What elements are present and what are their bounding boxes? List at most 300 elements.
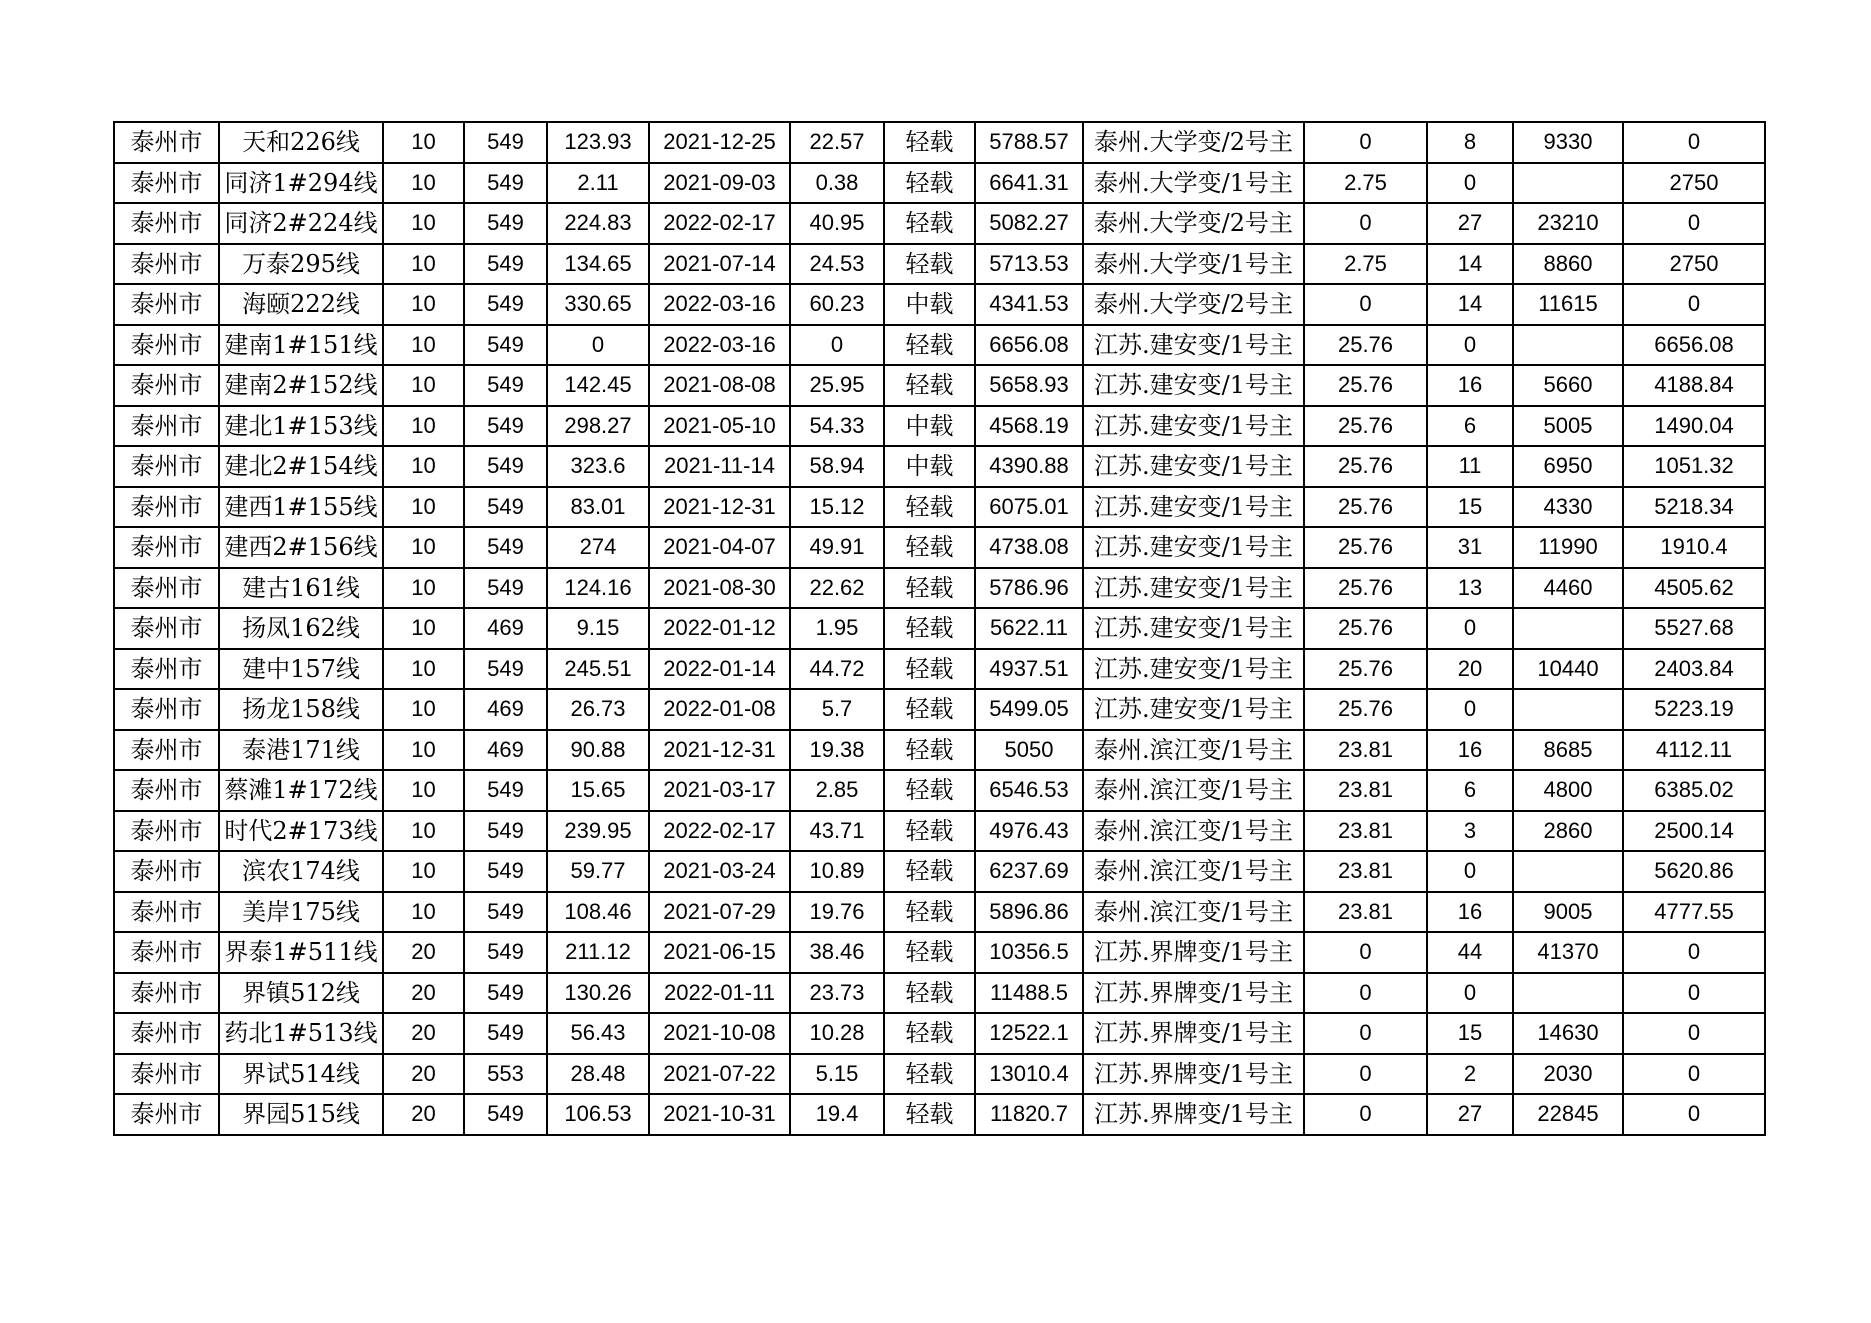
load-current-cell: 239.95 [547, 811, 649, 852]
line-name-cell: 扬龙158线 [219, 689, 383, 730]
load-status-cell: 中载 [884, 446, 975, 487]
load-current-cell: 245.51 [547, 649, 649, 690]
count-cell: 0 [1427, 325, 1513, 366]
value-cell: 25.76 [1304, 487, 1427, 528]
capacity-cell: 549 [464, 244, 547, 285]
capacity-cell: 549 [464, 527, 547, 568]
load-rate-cell: 22.62 [790, 568, 884, 609]
city-cell: 泰州市 [114, 244, 219, 285]
voltage-cell: 10 [383, 811, 464, 852]
value-cell: 4330 [1513, 487, 1623, 528]
substation-cell: 江苏.建安变/1号主 [1083, 325, 1304, 366]
value-cell: 25.76 [1304, 406, 1427, 447]
table-row [114, 608, 1765, 649]
value-cell: 12522.1 [975, 1013, 1083, 1054]
value-cell: 5896.86 [975, 892, 1083, 933]
table-row [114, 892, 1765, 933]
voltage-cell: 10 [383, 649, 464, 690]
value-cell: 23.81 [1304, 811, 1427, 852]
value-cell: 4937.51 [975, 649, 1083, 690]
count-cell: 2 [1427, 1054, 1513, 1095]
load-rate-cell: 25.95 [790, 365, 884, 406]
load-rate-cell: 54.33 [790, 406, 884, 447]
date-cell: 2021-12-31 [649, 487, 790, 528]
load-status-cell: 轻载 [884, 649, 975, 690]
load-status-cell: 轻载 [884, 1054, 975, 1095]
value-cell: 25.76 [1304, 446, 1427, 487]
count-cell: 16 [1427, 365, 1513, 406]
substation-cell: 泰州.大学变/2号主 [1083, 122, 1304, 163]
capacity-cell: 469 [464, 689, 547, 730]
value-cell: 5527.68 [1623, 608, 1765, 649]
load-current-cell: 298.27 [547, 406, 649, 447]
city-cell: 泰州市 [114, 406, 219, 447]
city-cell: 泰州市 [114, 689, 219, 730]
voltage-cell: 10 [383, 689, 464, 730]
value-cell: 0 [1623, 122, 1765, 163]
table-row [114, 406, 1765, 447]
count-cell: 3 [1427, 811, 1513, 852]
count-cell: 27 [1427, 203, 1513, 244]
substation-cell: 泰州.大学变/1号主 [1083, 244, 1304, 285]
value-cell: 41370 [1513, 932, 1623, 973]
value-cell: 11990 [1513, 527, 1623, 568]
value-cell: 6237.69 [975, 851, 1083, 892]
load-rate-cell: 5.7 [790, 689, 884, 730]
date-cell: 2021-03-24 [649, 851, 790, 892]
load-rate-cell: 0 [790, 325, 884, 366]
load-current-cell: 108.46 [547, 892, 649, 933]
value-cell: 14630 [1513, 1013, 1623, 1054]
voltage-cell: 10 [383, 527, 464, 568]
date-cell: 2022-02-17 [649, 811, 790, 852]
date-cell: 2021-07-14 [649, 244, 790, 285]
date-cell: 2021-06-15 [649, 932, 790, 973]
count-cell: 14 [1427, 284, 1513, 325]
capacity-cell: 469 [464, 730, 547, 771]
table-row [114, 811, 1765, 852]
value-cell: 10440 [1513, 649, 1623, 690]
count-cell: 11 [1427, 446, 1513, 487]
load-rate-cell: 60.23 [790, 284, 884, 325]
value-cell: 4505.62 [1623, 568, 1765, 609]
city-cell: 泰州市 [114, 1054, 219, 1095]
line-name-cell: 药北1#513线 [219, 1013, 383, 1054]
value-cell: 23.81 [1304, 730, 1427, 771]
value-cell: 23.81 [1304, 892, 1427, 933]
table-row [114, 122, 1765, 163]
voltage-cell: 10 [383, 365, 464, 406]
load-status-cell: 轻载 [884, 163, 975, 204]
feeder-load-table [113, 121, 1766, 1136]
value-cell: 5218.34 [1623, 487, 1765, 528]
voltage-cell: 20 [383, 973, 464, 1014]
capacity-cell: 549 [464, 973, 547, 1014]
substation-cell: 泰州.大学变/1号主 [1083, 163, 1304, 204]
load-current-cell: 274 [547, 527, 649, 568]
capacity-cell: 549 [464, 770, 547, 811]
date-cell: 2022-01-11 [649, 973, 790, 1014]
load-rate-cell: 44.72 [790, 649, 884, 690]
city-cell: 泰州市 [114, 527, 219, 568]
value-cell: 13010.4 [975, 1054, 1083, 1095]
load-current-cell: 83.01 [547, 487, 649, 528]
value-cell: 4112.11 [1623, 730, 1765, 771]
date-cell: 2021-10-31 [649, 1094, 790, 1135]
value-cell: 8860 [1513, 244, 1623, 285]
line-name-cell: 海颐222线 [219, 284, 383, 325]
load-current-cell: 124.16 [547, 568, 649, 609]
date-cell: 2021-11-14 [649, 446, 790, 487]
voltage-cell: 10 [383, 851, 464, 892]
city-cell: 泰州市 [114, 811, 219, 852]
value-cell: 4738.08 [975, 527, 1083, 568]
load-status-cell: 轻载 [884, 527, 975, 568]
value-cell: 4777.55 [1623, 892, 1765, 933]
count-cell: 8 [1427, 122, 1513, 163]
load-current-cell: 330.65 [547, 284, 649, 325]
value-cell: 0 [1623, 932, 1765, 973]
capacity-cell: 549 [464, 325, 547, 366]
capacity-cell: 549 [464, 122, 547, 163]
value-cell: 6641.31 [975, 163, 1083, 204]
load-current-cell: 56.43 [547, 1013, 649, 1054]
value-cell: 25.76 [1304, 527, 1427, 568]
line-name-cell: 建西1#155线 [219, 487, 383, 528]
voltage-cell: 10 [383, 163, 464, 204]
date-cell: 2021-12-25 [649, 122, 790, 163]
count-cell: 16 [1427, 730, 1513, 771]
substation-cell: 江苏.界牌变/1号主 [1083, 1094, 1304, 1135]
count-cell: 0 [1427, 689, 1513, 730]
table-row [114, 932, 1765, 973]
table-row [114, 1054, 1765, 1095]
load-rate-cell: 38.46 [790, 932, 884, 973]
load-current-cell: 130.26 [547, 973, 649, 1014]
substation-cell: 江苏.界牌变/1号主 [1083, 1013, 1304, 1054]
count-cell: 31 [1427, 527, 1513, 568]
value-cell: 6385.02 [1623, 770, 1765, 811]
substation-cell: 江苏.建安变/1号主 [1083, 649, 1304, 690]
capacity-cell: 469 [464, 608, 547, 649]
load-rate-cell: 40.95 [790, 203, 884, 244]
table-row [114, 446, 1765, 487]
city-cell: 泰州市 [114, 1013, 219, 1054]
value-cell: 22845 [1513, 1094, 1623, 1135]
load-current-cell: 224.83 [547, 203, 649, 244]
value-cell: 0 [1304, 1094, 1427, 1135]
value-cell: 4341.53 [975, 284, 1083, 325]
load-status-cell: 轻载 [884, 568, 975, 609]
city-cell: 泰州市 [114, 851, 219, 892]
line-name-cell: 界试514线 [219, 1054, 383, 1095]
load-rate-cell: 10.89 [790, 851, 884, 892]
value-cell: 4460 [1513, 568, 1623, 609]
capacity-cell: 549 [464, 932, 547, 973]
load-current-cell: 323.6 [547, 446, 649, 487]
date-cell: 2021-05-10 [649, 406, 790, 447]
line-name-cell: 扬凤162线 [219, 608, 383, 649]
value-cell: 25.76 [1304, 365, 1427, 406]
capacity-cell: 549 [464, 203, 547, 244]
date-cell: 2022-02-17 [649, 203, 790, 244]
date-cell: 2021-12-31 [649, 730, 790, 771]
city-cell: 泰州市 [114, 122, 219, 163]
load-rate-cell: 2.85 [790, 770, 884, 811]
load-status-cell: 中载 [884, 406, 975, 447]
value-cell [1513, 851, 1623, 892]
load-status-cell: 轻载 [884, 1094, 975, 1135]
voltage-cell: 10 [383, 406, 464, 447]
value-cell: 25.76 [1304, 649, 1427, 690]
value-cell: 5499.05 [975, 689, 1083, 730]
value-cell: 2403.84 [1623, 649, 1765, 690]
city-cell: 泰州市 [114, 730, 219, 771]
load-status-cell: 轻载 [884, 932, 975, 973]
voltage-cell: 10 [383, 325, 464, 366]
line-name-cell: 建北2#154线 [219, 446, 383, 487]
value-cell: 5658.93 [975, 365, 1083, 406]
value-cell [1513, 689, 1623, 730]
load-rate-cell: 22.57 [790, 122, 884, 163]
value-cell: 5050 [975, 730, 1083, 771]
load-current-cell: 134.65 [547, 244, 649, 285]
value-cell: 25.76 [1304, 568, 1427, 609]
date-cell: 2021-09-03 [649, 163, 790, 204]
substation-cell: 泰州.滨江变/1号主 [1083, 892, 1304, 933]
load-status-cell: 轻载 [884, 608, 975, 649]
substation-cell: 泰州.大学变/2号主 [1083, 284, 1304, 325]
count-cell: 15 [1427, 487, 1513, 528]
load-current-cell: 142.45 [547, 365, 649, 406]
value-cell: 2750 [1623, 244, 1765, 285]
load-current-cell: 59.77 [547, 851, 649, 892]
value-cell [1513, 608, 1623, 649]
load-rate-cell: 49.91 [790, 527, 884, 568]
value-cell: 0 [1304, 122, 1427, 163]
capacity-cell: 549 [464, 446, 547, 487]
load-rate-cell: 43.71 [790, 811, 884, 852]
value-cell: 9005 [1513, 892, 1623, 933]
value-cell: 23.81 [1304, 851, 1427, 892]
table-row [114, 203, 1765, 244]
line-name-cell: 滨农174线 [219, 851, 383, 892]
city-cell: 泰州市 [114, 203, 219, 244]
value-cell: 0 [1304, 284, 1427, 325]
value-cell: 1051.32 [1623, 446, 1765, 487]
value-cell: 0 [1623, 1013, 1765, 1054]
load-status-cell: 轻载 [884, 1013, 975, 1054]
value-cell [1513, 973, 1623, 1014]
substation-cell: 江苏.界牌变/1号主 [1083, 973, 1304, 1014]
value-cell: 5082.27 [975, 203, 1083, 244]
line-name-cell: 泰港171线 [219, 730, 383, 771]
capacity-cell: 549 [464, 406, 547, 447]
load-status-cell: 轻载 [884, 689, 975, 730]
load-rate-cell: 24.53 [790, 244, 884, 285]
value-cell: 6656.08 [1623, 325, 1765, 366]
count-cell: 6 [1427, 770, 1513, 811]
date-cell: 2022-03-16 [649, 284, 790, 325]
date-cell: 2021-08-08 [649, 365, 790, 406]
table-body [114, 122, 1765, 1135]
value-cell: 5005 [1513, 406, 1623, 447]
value-cell: 0 [1304, 203, 1427, 244]
capacity-cell: 549 [464, 568, 547, 609]
substation-cell: 江苏.界牌变/1号主 [1083, 1054, 1304, 1095]
value-cell: 0 [1623, 1054, 1765, 1095]
value-cell: 0 [1623, 973, 1765, 1014]
value-cell [1513, 163, 1623, 204]
city-cell: 泰州市 [114, 446, 219, 487]
line-name-cell: 同济2#224线 [219, 203, 383, 244]
load-status-cell: 轻载 [884, 122, 975, 163]
value-cell: 0 [1304, 1013, 1427, 1054]
load-current-cell: 0 [547, 325, 649, 366]
substation-cell: 泰州.滨江变/1号主 [1083, 730, 1304, 771]
substation-cell: 泰州.滨江变/1号主 [1083, 851, 1304, 892]
load-current-cell: 90.88 [547, 730, 649, 771]
city-cell: 泰州市 [114, 284, 219, 325]
line-name-cell: 天和226线 [219, 122, 383, 163]
voltage-cell: 10 [383, 608, 464, 649]
line-name-cell: 蔡滩1#172线 [219, 770, 383, 811]
voltage-cell: 10 [383, 284, 464, 325]
table-row [114, 689, 1765, 730]
table-row [114, 973, 1765, 1014]
load-rate-cell: 5.15 [790, 1054, 884, 1095]
substation-cell: 泰州.大学变/2号主 [1083, 203, 1304, 244]
load-status-cell: 轻载 [884, 892, 975, 933]
city-cell: 泰州市 [114, 325, 219, 366]
value-cell: 0 [1304, 932, 1427, 973]
city-cell: 泰州市 [114, 1094, 219, 1135]
load-current-cell: 28.48 [547, 1054, 649, 1095]
voltage-cell: 20 [383, 1094, 464, 1135]
date-cell: 2021-10-08 [649, 1013, 790, 1054]
line-name-cell: 美岸175线 [219, 892, 383, 933]
load-rate-cell: 19.4 [790, 1094, 884, 1135]
value-cell: 25.76 [1304, 689, 1427, 730]
load-current-cell: 9.15 [547, 608, 649, 649]
load-status-cell: 轻载 [884, 973, 975, 1014]
load-status-cell: 轻载 [884, 770, 975, 811]
value-cell: 6950 [1513, 446, 1623, 487]
city-cell: 泰州市 [114, 649, 219, 690]
load-rate-cell: 0.38 [790, 163, 884, 204]
value-cell: 2030 [1513, 1054, 1623, 1095]
date-cell: 2022-01-12 [649, 608, 790, 649]
voltage-cell: 20 [383, 932, 464, 973]
value-cell: 5223.19 [1623, 689, 1765, 730]
load-status-cell: 轻载 [884, 365, 975, 406]
voltage-cell: 10 [383, 770, 464, 811]
value-cell: 11488.5 [975, 973, 1083, 1014]
capacity-cell: 549 [464, 811, 547, 852]
line-name-cell: 时代2#173线 [219, 811, 383, 852]
voltage-cell: 10 [383, 487, 464, 528]
line-name-cell: 界园515线 [219, 1094, 383, 1135]
capacity-cell: 549 [464, 649, 547, 690]
table-row [114, 527, 1765, 568]
count-cell: 27 [1427, 1094, 1513, 1135]
substation-cell: 泰州.滨江变/1号主 [1083, 811, 1304, 852]
value-cell: 0 [1623, 284, 1765, 325]
line-name-cell: 建西2#156线 [219, 527, 383, 568]
table-row [114, 365, 1765, 406]
substation-cell: 江苏.界牌变/1号主 [1083, 932, 1304, 973]
substation-cell: 江苏.建安变/1号主 [1083, 406, 1304, 447]
load-current-cell: 123.93 [547, 122, 649, 163]
value-cell: 10356.5 [975, 932, 1083, 973]
count-cell: 0 [1427, 163, 1513, 204]
substation-cell: 江苏.建安变/1号主 [1083, 365, 1304, 406]
value-cell: 4568.19 [975, 406, 1083, 447]
line-name-cell: 建古161线 [219, 568, 383, 609]
table-row [114, 730, 1765, 771]
table-row [114, 649, 1765, 690]
substation-cell: 泰州.滨江变/1号主 [1083, 770, 1304, 811]
value-cell: 0 [1623, 1094, 1765, 1135]
table-row [114, 244, 1765, 285]
load-rate-cell: 23.73 [790, 973, 884, 1014]
city-cell: 泰州市 [114, 932, 219, 973]
line-name-cell: 建中157线 [219, 649, 383, 690]
line-name-cell: 建南1#151线 [219, 325, 383, 366]
load-status-cell: 轻载 [884, 730, 975, 771]
load-rate-cell: 15.12 [790, 487, 884, 528]
load-current-cell: 106.53 [547, 1094, 649, 1135]
value-cell: 5620.86 [1623, 851, 1765, 892]
voltage-cell: 10 [383, 892, 464, 933]
voltage-cell: 10 [383, 446, 464, 487]
value-cell: 6656.08 [975, 325, 1083, 366]
substation-cell: 江苏.建安变/1号主 [1083, 608, 1304, 649]
load-current-cell: 26.73 [547, 689, 649, 730]
substation-cell: 江苏.建安变/1号主 [1083, 487, 1304, 528]
load-status-cell: 轻载 [884, 203, 975, 244]
value-cell: 4800 [1513, 770, 1623, 811]
capacity-cell: 549 [464, 284, 547, 325]
table-row [114, 487, 1765, 528]
capacity-cell: 549 [464, 365, 547, 406]
voltage-cell: 10 [383, 244, 464, 285]
line-name-cell: 界镇512线 [219, 973, 383, 1014]
value-cell: 1910.4 [1623, 527, 1765, 568]
load-current-cell: 2.11 [547, 163, 649, 204]
voltage-cell: 10 [383, 568, 464, 609]
value-cell: 6075.01 [975, 487, 1083, 528]
capacity-cell: 553 [464, 1054, 547, 1095]
load-rate-cell: 10.28 [790, 1013, 884, 1054]
city-cell: 泰州市 [114, 973, 219, 1014]
city-cell: 泰州市 [114, 487, 219, 528]
voltage-cell: 10 [383, 203, 464, 244]
table-row [114, 568, 1765, 609]
capacity-cell: 549 [464, 851, 547, 892]
city-cell: 泰州市 [114, 608, 219, 649]
count-cell: 0 [1427, 608, 1513, 649]
value-cell: 11615 [1513, 284, 1623, 325]
value-cell: 0 [1623, 203, 1765, 244]
date-cell: 2022-03-16 [649, 325, 790, 366]
table-row [114, 770, 1765, 811]
load-rate-cell: 58.94 [790, 446, 884, 487]
count-cell: 13 [1427, 568, 1513, 609]
substation-cell: 江苏.建安变/1号主 [1083, 527, 1304, 568]
value-cell: 0 [1304, 973, 1427, 1014]
value-cell: 25.76 [1304, 325, 1427, 366]
